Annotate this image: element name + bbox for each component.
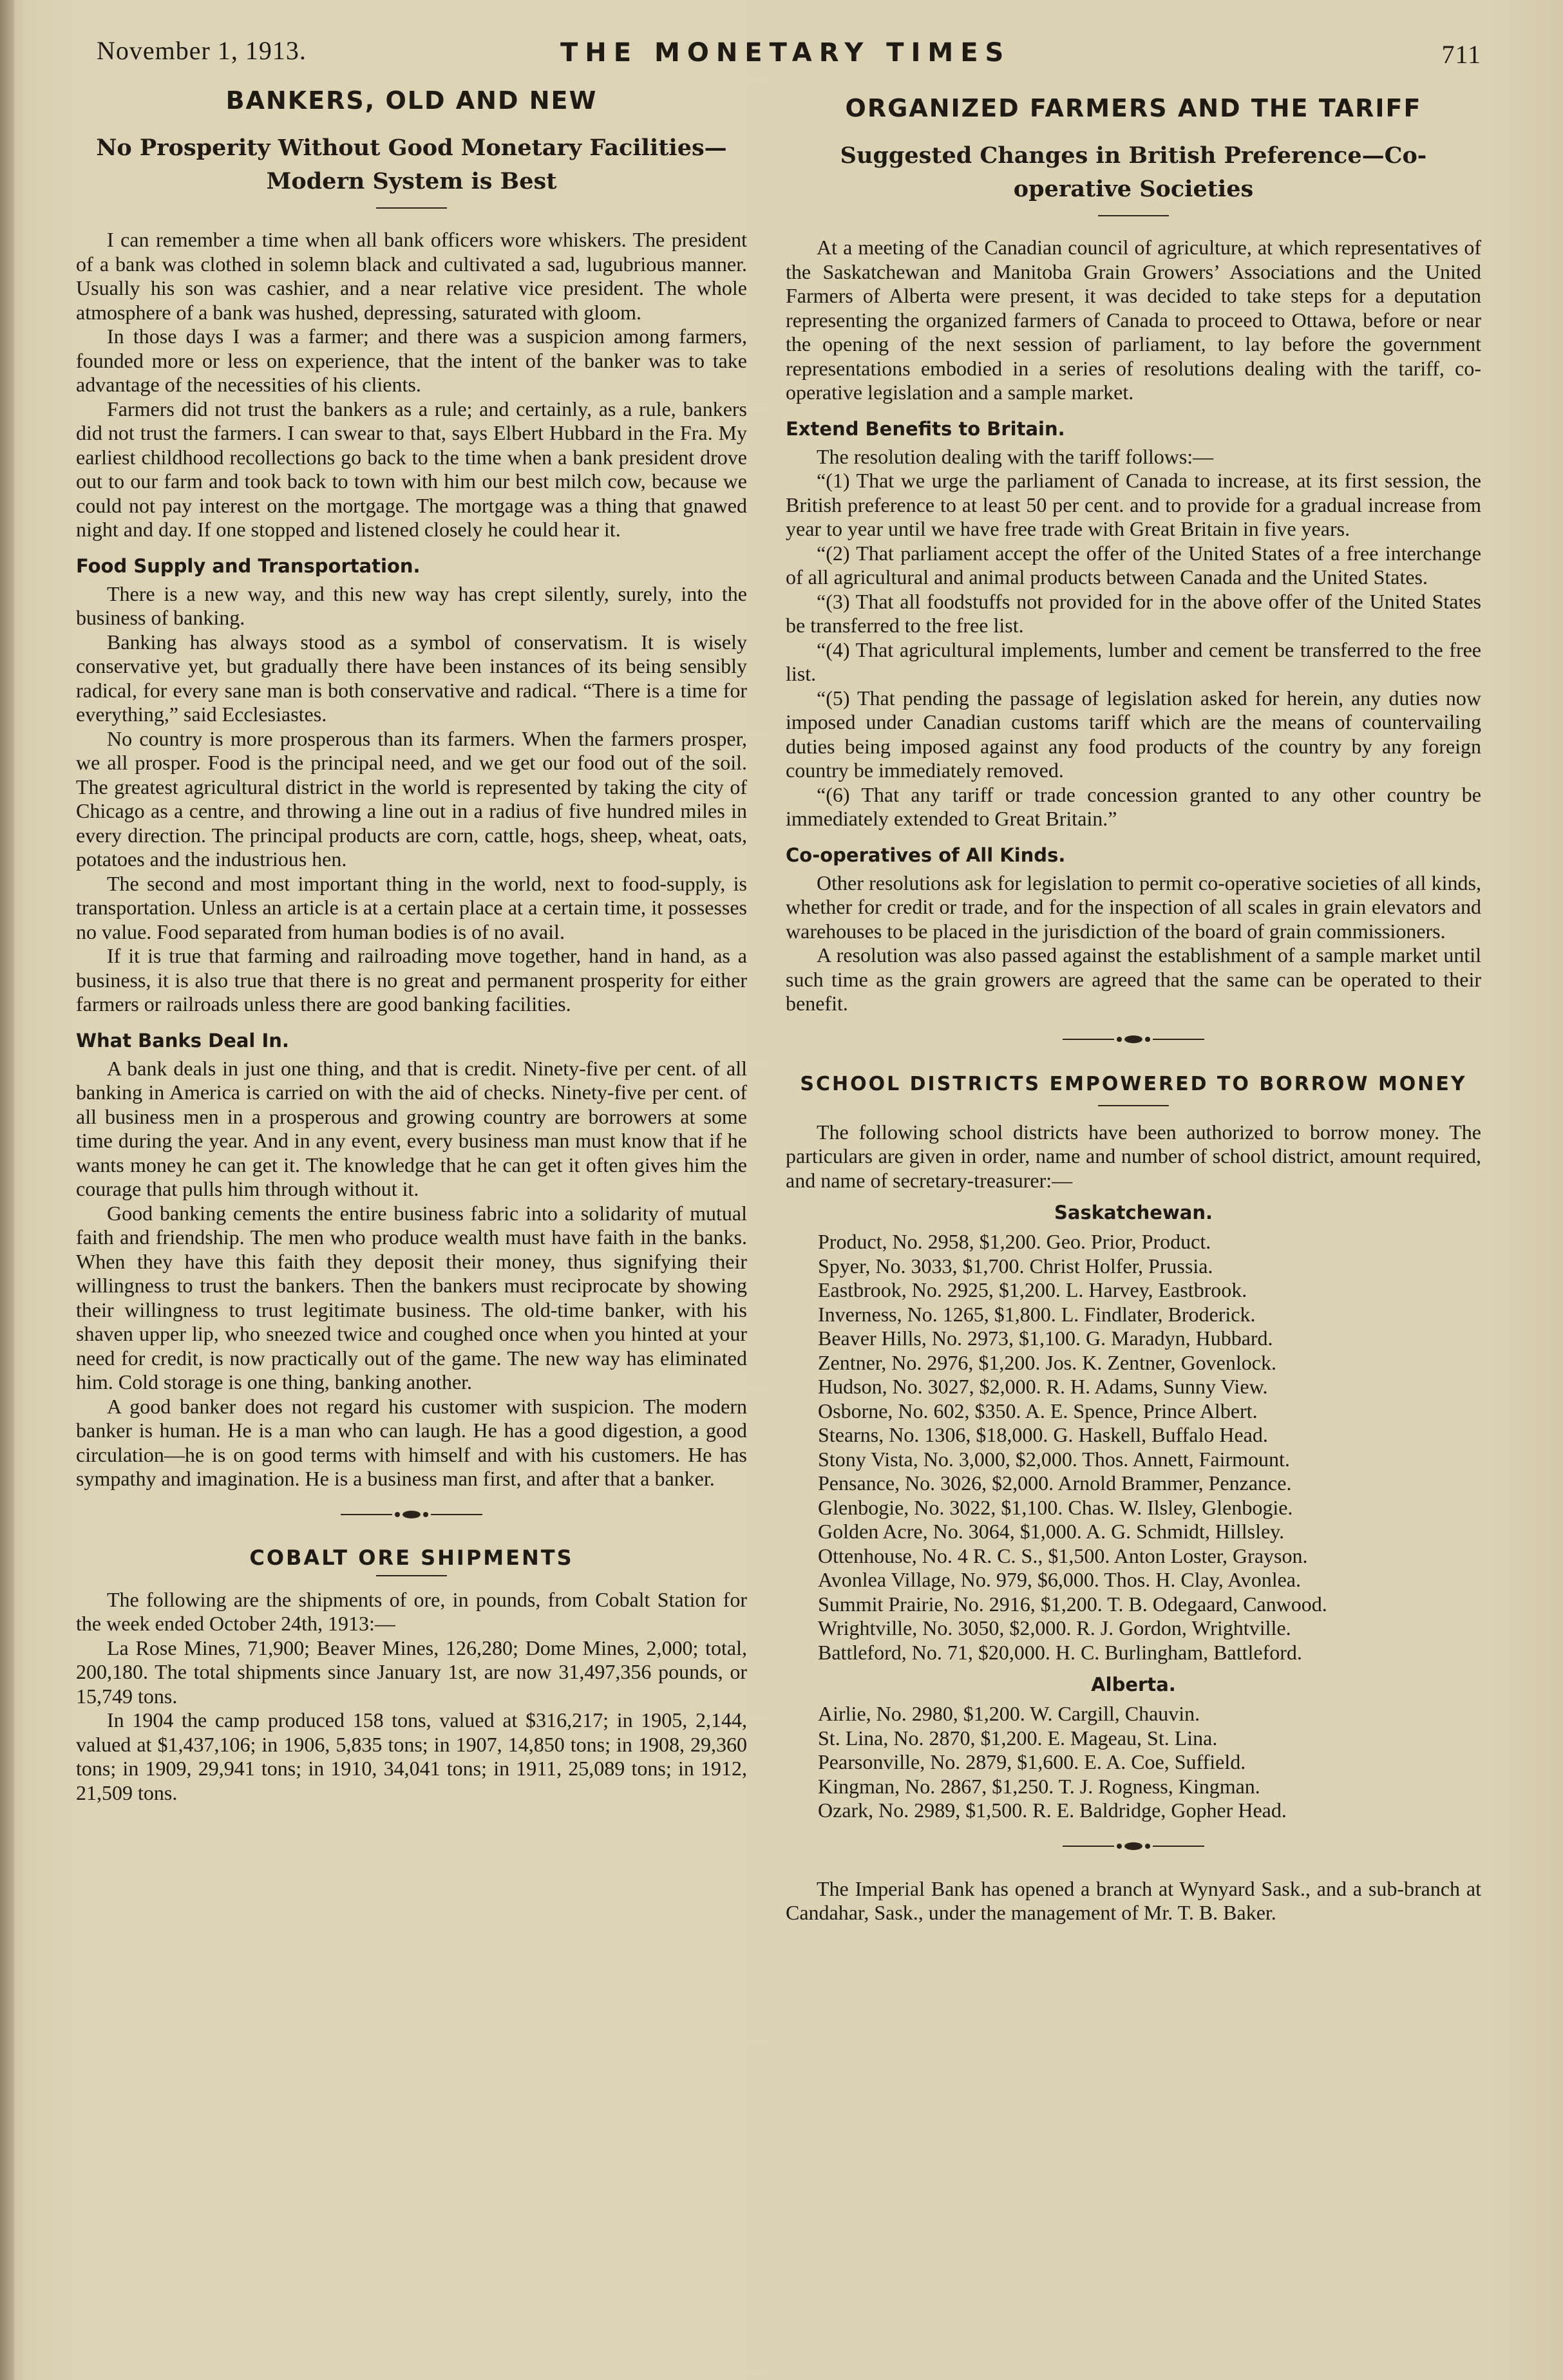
list-item: Inverness, No. 1265, $1,800. L. Findlater, Broderick. bbox=[818, 1302, 1256, 1326]
paragraph: In those days I was a farmer; and there was a suspicion among farmers, founded more or less on experience, that the intent of the banker was to take advantage of the necessities of his clients. bbox=[76, 325, 747, 396]
section-heading: Co-operatives of All Kinds. bbox=[786, 844, 1066, 866]
paragraph: Good banking cements the entire business fabric into a solidarity of mutual faith and friendship. The men who produce wealth must have faith in the banks. When they have this faith they deposit their money, thus signifying their willingness to trust the bankers. Then the bankers must reciprocate by showing their willingness to trust legitimate business. The old-time banker, with his shaven upper lip, who sneezed twice and coughed once when you hinted at your need for credit, is now practically out of the game. The new way has eliminated him. Cold storage is one thing, banking another. bbox=[76, 1201, 747, 1393]
list-item: Pensance, No. 3026, $2,000. Arnold Brammer, Penzance. bbox=[818, 1471, 1292, 1495]
paragraph: “(6) That any tariff or trade concession granted to any other country be immediately extended to Great Britain.” bbox=[786, 782, 1481, 830]
article-subtitle-farmers: Suggested Changes in British Preference—Co-operative Societies bbox=[840, 142, 1427, 202]
list-item: Airlie, No. 2980, $1,200. W. Cargill, Chauvin. bbox=[818, 1702, 1200, 1725]
section-heading: Extend Benefits to Britain. bbox=[786, 417, 1065, 440]
list-item: Beaver Hills, No. 2973, $1,100. G. Maradyn, Hubbard. bbox=[818, 1327, 1273, 1350]
paragraph: Banking has always stood as a symbol of conservatism. It is wisely conservative yet, but gradually there have been instances of its being sensibly radical, for every sane man is both conservative and radical. “There is a time for everything,” said Ecclesiastes. bbox=[76, 630, 747, 726]
masthead: THE MONETARY TIMES bbox=[560, 38, 1011, 68]
section-heading: What Banks Deal In. bbox=[76, 1029, 289, 1052]
news-note: The Imperial Bank has opened a branch at Wynyard Sask., and a sub-branch at Candahar, Sask., under the management of Mr. T. B. Baker. bbox=[786, 1876, 1481, 1924]
paragraph: A bank deals in just one thing, and that is credit. Ninety-five per cent. of all banking in America is carried on with the aid of checks. Ninety-five per cent. of all business men in a prosperous and growing country are borrowers at some time during the year. And in any event, every business man must know that if he wants money he can get it. The knowledge that he can get it often gives him the courage that pulls him through without it. bbox=[76, 1056, 747, 1200]
article-subtitle-bankers: No Prosperity Without Good Monetary Facilities—Modern System is Best bbox=[96, 135, 727, 194]
list-item: Stony Vista, No. 3,000, $2,000. Thos. Annett, Fairmount. bbox=[818, 1447, 1290, 1471]
article-title-bankers: BANKERS, OLD AND NEW bbox=[225, 86, 598, 115]
list-item: Kingman, No. 2867, $1,250. T. J. Rogness, Kingman. bbox=[818, 1774, 1260, 1798]
paragraph: “(4) That agricultural implements, lumber and cement be transferred to the free list. bbox=[786, 638, 1481, 685]
paragraph: If it is true that farming and railroading move together, hand in hand, as a business, it is also true that there is no great and permanent prosperity for either farmers or railroads unless there are good banking facilities. bbox=[76, 944, 747, 1015]
list-item: Ottenhouse, No. 4 R. C. S., $1,500. Anton Loster, Grayson. bbox=[818, 1544, 1308, 1567]
list-item: Avonlea Village, No. 979, $6,000. Thos. H. Clay, Avonlea. bbox=[818, 1568, 1301, 1591]
title-rule bbox=[1098, 1105, 1169, 1106]
list-item: Summit Prairie, No. 2916, $1,200. T. B. Odegaard, Canwood. bbox=[818, 1592, 1327, 1616]
section-heading: Food Supply and Transportation. bbox=[76, 554, 421, 577]
paragraph: In 1904 the camp produced 158 tons, valued at $316,217; in 1905, 2,144, valued at $1,437,106; in 1906, 5,835 tons; in 1907, 14,850 tons; in 1908, 29,360 tons; in 1909, 29,941 tons; in 1910, 34,041 tons; in 1911, 25,089 tons; in 1912, 21,509 tons. bbox=[76, 1708, 747, 1804]
paragraph: “(2) That parliament accept the offer of the United States of a free interchange of all agricultural and animal products between Canada and the United States. bbox=[786, 541, 1481, 589]
article-title-farmers: ORGANIZED FARMERS AND THE TARIFF bbox=[845, 94, 1422, 122]
ornament-divider bbox=[76, 1508, 747, 1527]
school-district-list bbox=[786, 1702, 1481, 1823]
title-rule bbox=[376, 207, 447, 209]
right-column bbox=[786, 90, 1481, 1925]
paragraph: A good banker does not regard his customer with suspicion. The modern banker is human. He is a man who can laugh. He has a good digestion, a good circulation—he is on good terms with himself and with his customers. He has sympathy and imagination. He is a business man first, and after that a banker. bbox=[76, 1394, 747, 1490]
title-rule bbox=[376, 1575, 447, 1576]
list-item: Hudson, No. 3027, $2,000. R. H. Adams, Sunny View. bbox=[818, 1375, 1268, 1398]
province-heading: Saskatchewan. bbox=[1054, 1202, 1213, 1223]
province-heading: Alberta. bbox=[1091, 1674, 1176, 1695]
list-item: Wrightville, No. 3050, $2,000. R. J. Gordon, Wrightville. bbox=[818, 1616, 1291, 1639]
list-item: St. Lina, No. 2870, $1,200. E. Mageau, St. Lina. bbox=[818, 1726, 1218, 1750]
paragraph: “(3) That all foodstuffs not provided for in the above offer of the United States be transferred to the free list. bbox=[786, 589, 1481, 637]
title-rule bbox=[1098, 215, 1169, 216]
list-item: Ozark, No. 2989, $1,500. R. E. Baldridge, Gopher Head. bbox=[818, 1799, 1287, 1822]
paragraph: The following are the shipments of ore, in pounds, from Cobalt Station for the week ended October 24th, 1913:— bbox=[76, 1587, 747, 1635]
ornament-divider bbox=[786, 1033, 1481, 1052]
paragraph: “(5) That pending the passage of legislation asked for herein, any duties now imposed under Canadian customs tariff which are the means of countervailing duties being imposed against any food products of the country by any foreign country be immediately removed. bbox=[786, 686, 1481, 782]
running-header bbox=[97, 35, 1481, 74]
paragraph: The resolution dealing with the tariff follows:— bbox=[817, 444, 1214, 468]
paragraph: La Rose Mines, 71,900; Beaver Mines, 126,280; Dome Mines, 2,000; total, 200,180. The total shipments since January 1st, are now 31,497,356 pounds, or 15,749 tons. bbox=[76, 1636, 747, 1708]
page-number: 711 bbox=[1441, 40, 1481, 69]
binding-edge bbox=[0, 0, 14, 2380]
list-item: Glenbogie, No. 3022, $1,100. Chas. W. Ilsley, Glenbogie. bbox=[818, 1495, 1293, 1519]
paragraph: No country is more prosperous than its farmers. When the farmers prosper, we all prosper. Food is the principal need, and we get our food out of the soil. The greatest agricultural district in the world is represented by taking the city of Chicago as a centre, and throwing a line out in a radius of five hundred miles in every direction. The principal products are corn, cattle, hogs, sheep, wheat, oats, potatoes and the industrious hen. bbox=[76, 726, 747, 871]
issue-date: November 1, 1913. bbox=[97, 36, 307, 65]
ornament-icon bbox=[1063, 1840, 1204, 1853]
paragraph: There is a new way, and this new way has crept silently, surely, into the business of banking. bbox=[76, 581, 747, 629]
paragraph: A resolution was also passed against the establishment of a sample market until such time as the grain growers are agreed that the same can be operated to their benefit. bbox=[786, 943, 1481, 1015]
list-item: Osborne, No. 602, $350. A. E. Spence, Prince Albert. bbox=[818, 1399, 1258, 1422]
paragraph: I can remember a time when all bank officers wore whiskers. The president of a bank was clothed in solemn black and cultivated a sad, lugubrious manner. Usually his son was cashier, and a near relative vice president. The whole atmosphere of a bank was hushed, depressing, saturated with gloom. bbox=[76, 228, 747, 324]
list-item: Golden Acre, No. 3064, $1,000. A. G. Schmidt, Hillsley. bbox=[818, 1520, 1285, 1543]
list-item: Product, No. 2958, $1,200. Geo. Prior, Product. bbox=[818, 1230, 1211, 1253]
article-title-school-districts: SCHOOL DISTRICTS EMPOWERED TO BORROW MONEY bbox=[800, 1072, 1467, 1095]
list-item: Eastbrook, No. 2925, $1,200. L. Harvey, Eastbrook. bbox=[818, 1278, 1247, 1301]
paragraph: Other resolutions ask for legislation to permit co-operative societies of all kinds, whether for credit or trade, and for the inspection of all scales in grain elevators and warehouses to be placed in the jurisdiction of the board of grain commissioners. bbox=[786, 871, 1481, 943]
list-item: Stearns, No. 1306, $18,000. G. Haskell, Buffalo Head. bbox=[818, 1423, 1268, 1446]
paragraph: The following school districts have been authorized to borrow money. The particulars are given in order, name and number of school district, amount required, and name of secretary-treasurer:— bbox=[786, 1120, 1481, 1192]
list-item: Zentner, No. 2976, $1,200. Jos. K. Zentner, Govenlock. bbox=[818, 1350, 1276, 1374]
paragraph: Farmers did not trust the bankers as a rule; and certainly, as a rule, bankers did not trust the farmers. I can swear to that, says Elbert Hubbard in the Fra. My earliest childhood recollections go back to the time when a bank president drove out to our farm and took back to town with him our best milch cow, because we could not pay interest on the mortgage. The mortgage was a thing that gnawed night and day. If one stopped and listened closely he could hear it. bbox=[76, 397, 747, 541]
left-column bbox=[76, 82, 747, 1805]
paragraph: The second and most important thing in the world, next to food-supply, is transportation. Unless an article is at a certain place at a certain time, it possesses no value. Food separated from human bodies is of no avail. bbox=[76, 871, 747, 943]
ornament-icon bbox=[1063, 1033, 1204, 1046]
list-item: Battleford, No. 71, $20,000. H. C. Burlingham, Battleford. bbox=[818, 1640, 1302, 1664]
paragraph: “(1) That we urge the parliament of Canada to increase, at its first session, the British preference to at least 50 per cent. and to provide for a gradual increase from year to year until we have free trade with Great Britain in five years. bbox=[786, 469, 1481, 540]
list-item: Pearsonville, No. 2879, $1,600. E. A. Coe, Suffield. bbox=[818, 1750, 1246, 1773]
school-district-list bbox=[786, 1230, 1481, 1665]
ornament-divider bbox=[786, 1840, 1481, 1859]
article-title-cobalt: COBALT ORE SHIPMENTS bbox=[249, 1545, 574, 1570]
list-item: Spyer, No. 3033, $1,700. Christ Holfer, Prussia. bbox=[818, 1254, 1213, 1278]
ornament-icon bbox=[341, 1508, 482, 1521]
paragraph: At a meeting of the Canadian council of agriculture, at which representatives of the Saskatchewan and Manitoba Grain Growers’ Associations and the United Farmers of Alberta were present, it was decided to take steps for a deputation representing the organized farmers of Canada to proceed to Ottawa, before or near the opening of the next session of parliament, to lay before the government representations embodied in a series of resolutions dealing with the tariff, co-operative legislation and a sample market. bbox=[786, 236, 1481, 404]
